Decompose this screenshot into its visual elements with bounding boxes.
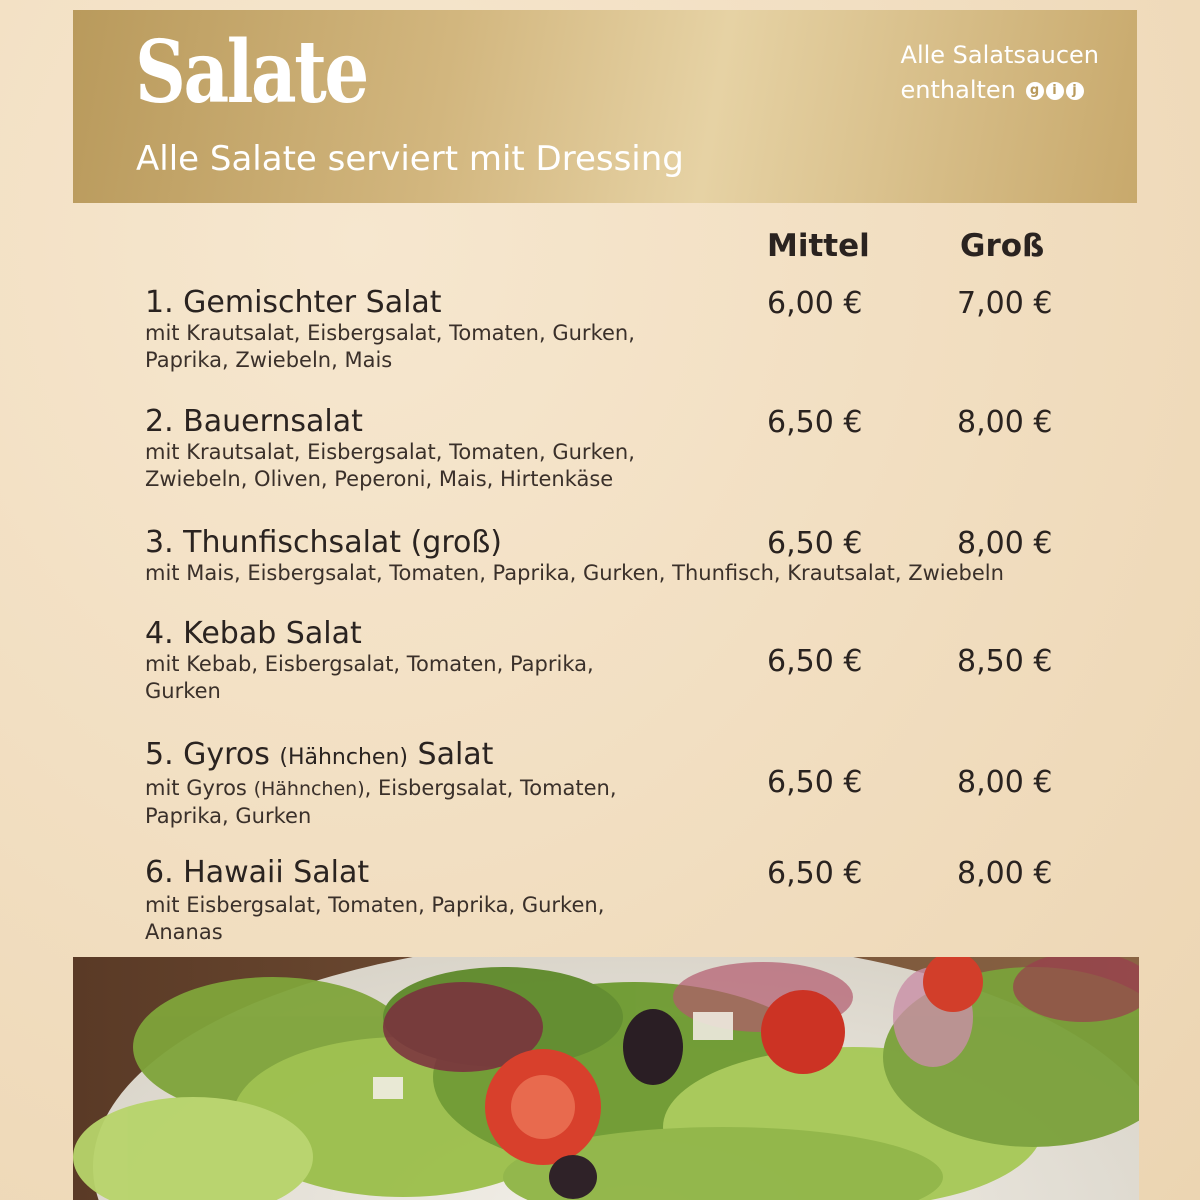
menu-item bbox=[145, 405, 635, 493]
price-large: 8,00 € bbox=[957, 405, 1053, 440]
page-title: Salate bbox=[135, 22, 367, 123]
price-large: 8,00 € bbox=[957, 765, 1053, 800]
salad-photo bbox=[73, 957, 1139, 1200]
item-name: 6. Hawaii Salat bbox=[145, 855, 370, 890]
item-description: mit Eisbergsalat, Tomaten, Paprika, Gurken, bbox=[145, 893, 605, 917]
item-name-part: 5. Gyros bbox=[145, 737, 270, 772]
menu-item bbox=[145, 286, 635, 374]
allergen-badge: j bbox=[1066, 82, 1084, 100]
item-name bbox=[145, 738, 617, 775]
header-banner bbox=[73, 10, 1137, 203]
item-description: mit Krautsalat, Eisbergsalat, Tomaten, Gurken, bbox=[145, 321, 635, 345]
item-description: Paprika, Gurken bbox=[145, 804, 312, 828]
item-description: Paprika, Zwiebeln, Mais bbox=[145, 348, 393, 372]
allergen-badge: g bbox=[1026, 82, 1044, 100]
price-medium: 6,50 € bbox=[767, 526, 863, 561]
item-description: Zwiebeln, Oliven, Peperoni, Mais, Hirtenkäse bbox=[145, 467, 614, 491]
item-name: 4. Kebab Salat bbox=[145, 616, 362, 651]
item-name-part: (Hähnchen) bbox=[279, 745, 408, 770]
price-medium: 6,50 € bbox=[767, 644, 863, 679]
item-description bbox=[145, 775, 617, 803]
item-description: mit Mais, Eisbergsalat, Tomaten, Paprika, Gurken, Thunfisch, Krautsalat, Zwiebeln bbox=[145, 561, 1004, 585]
menu-item bbox=[145, 738, 617, 830]
sauce-note-line1: Alle Salatsaucen bbox=[900, 41, 1099, 69]
salad-illustration bbox=[73, 957, 1139, 1200]
item-name: 2. Bauernsalat bbox=[145, 404, 363, 439]
item-name: 1. Gemischter Salat bbox=[145, 285, 442, 320]
item-description: Gurken bbox=[145, 679, 221, 703]
price-medium: 6,50 € bbox=[767, 405, 863, 440]
sauce-note-text: enthalten bbox=[900, 76, 1016, 104]
menu-item bbox=[145, 526, 1004, 587]
item-description-part: mit Gyros bbox=[145, 776, 247, 800]
item-description-part: , Eisbergsalat, Tomaten, bbox=[364, 776, 617, 800]
price-medium: 6,00 € bbox=[767, 286, 863, 321]
price-large: 7,00 € bbox=[957, 286, 1053, 321]
item-description-part: (Hähnchen) bbox=[253, 778, 365, 800]
sauce-note bbox=[901, 38, 1099, 108]
price-large: 8,00 € bbox=[957, 856, 1053, 891]
price-large: 8,00 € bbox=[957, 526, 1053, 561]
item-description: mit Kebab, Eisbergsalat, Tomaten, Paprika, bbox=[145, 652, 594, 676]
sauce-note-line2 bbox=[901, 73, 1099, 108]
menu-item bbox=[145, 856, 604, 946]
item-description: Ananas bbox=[145, 920, 223, 944]
item-description: mit Krautsalat, Eisbergsalat, Tomaten, Gurken, bbox=[145, 440, 635, 464]
menu-item bbox=[145, 617, 594, 705]
column-header-medium: Mittel bbox=[767, 228, 870, 264]
item-name: 3. Thunfischsalat (groß) bbox=[145, 525, 502, 560]
price-medium: 6,50 € bbox=[767, 856, 863, 891]
allergen-badge: i bbox=[1046, 82, 1064, 100]
price-medium: 6,50 € bbox=[767, 765, 863, 800]
page-subtitle: Alle Salate serviert mit Dressing bbox=[136, 139, 684, 179]
item-name-part: Salat bbox=[417, 737, 494, 772]
price-large: 8,50 € bbox=[957, 644, 1053, 679]
column-header-large: Groß bbox=[960, 228, 1045, 264]
